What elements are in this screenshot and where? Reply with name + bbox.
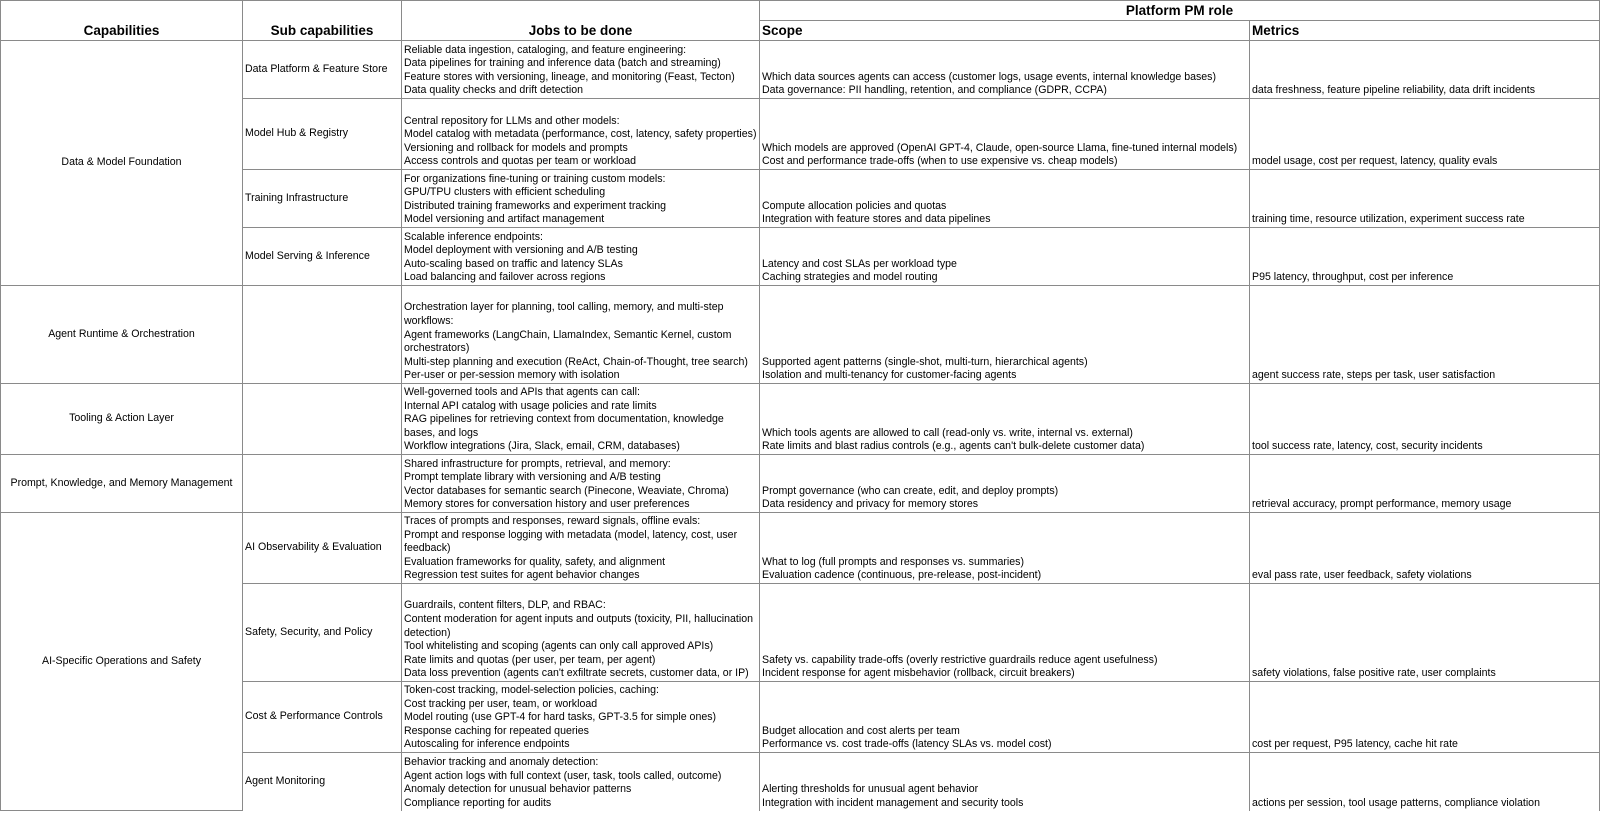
table-row — [1, 384, 1600, 455]
header-capabilities: Capabilities — [1, 1, 243, 41]
scope-cell: Supported agent patterns (single-shot, multi-turn, hierarchical agents) Isolation and multi-tenancy for customer-facing agents — [760, 286, 1250, 384]
metrics-cell: tool success rate, latency, cost, security incidents — [1250, 384, 1600, 455]
scope-cell: Compute allocation policies and quotas Integration with feature stores and data pipelines — [760, 170, 1250, 228]
capability-cell: Data & Model Foundation — [1, 41, 243, 286]
jobs-cell: Scalable inference endpoints: Model deployment with versioning and A/B testing Auto-scaling based on traffic and latency SLAs Load balancing and failover across regions — [402, 228, 760, 286]
jobs-cell: Shared infrastructure for prompts, retrieval, and memory: Prompt template library with versioning and A/B testing Vector databases for semantic search (Pinecone, Weaviate, Chroma) Memory stores for conversation history and user preferences — [402, 455, 760, 513]
jobs-cell: Orchestration layer for planning, tool calling, memory, and multi-step workflows: Agent frameworks (LangChain, LlamaIndex, Semantic Kernel, custom orchestrators) Multi-step planning and execution (ReAct, Chain-of-Thought, tree search) Per-user or per-session memory with isolation — [402, 286, 760, 384]
scope-cell: Prompt governance (who can create, edit, and deploy prompts) Data residency and privacy for memory stores — [760, 455, 1250, 513]
sub-capability-cell: Agent Monitoring — [243, 753, 402, 811]
jobs-cell: Token-cost tracking, model-selection policies, caching: Cost tracking per user, team, or workload Model routing (use GPT-4 for hard tasks, GPT-3.5 for simple ones) Response caching for repeated queries Autoscaling for inference endpoints — [402, 682, 760, 753]
sub-capability-cell: Data Platform & Feature Store — [243, 41, 402, 99]
scope-cell: Budget allocation and cost alerts per team Performance vs. cost trade-offs (latency SLAs vs. model cost) — [760, 682, 1250, 753]
sub-capability-cell: Cost & Performance Controls — [243, 682, 402, 753]
table-row — [1, 41, 1600, 99]
sub-capability-cell — [243, 384, 402, 455]
metrics-cell: actions per session, tool usage patterns, compliance violation — [1250, 753, 1600, 811]
jobs-cell: Traces of prompts and responses, reward signals, offline evals: Prompt and response logging with metadata (model, latency, cost, user feedback) Evaluation frameworks for quality, safety, and alignment Regression test suites for agent behavior changes — [402, 513, 760, 584]
table-row — [1, 513, 1600, 584]
scope-cell: Safety vs. capability trade-offs (overly restrictive guardrails reduce agent usefulness) Incident response for agent misbehavior (rollback, circuit breakers) — [760, 584, 1250, 682]
metrics-cell: cost per request, P95 latency, cache hit rate — [1250, 682, 1600, 753]
capability-cell: Prompt, Knowledge, and Memory Management — [1, 455, 243, 513]
scope-cell: What to log (full prompts and responses vs. summaries) Evaluation cadence (continuous, pre-release, post-incident) — [760, 513, 1250, 584]
scope-cell: Which models are approved (OpenAI GPT-4, Claude, open-source Llama, fine-tuned internal models) Cost and performance trade-offs (when to use expensive vs. cheap models) — [760, 99, 1250, 170]
metrics-cell: training time, resource utilization, experiment success rate — [1250, 170, 1600, 228]
metrics-cell: model usage, cost per request, latency, quality evals — [1250, 99, 1600, 170]
jobs-cell: For organizations fine-tuning or training custom models: GPU/TPU clusters with efficient scheduling Distributed training frameworks and experiment tracking Model versioning and artifact management — [402, 170, 760, 228]
header-scope: Scope — [760, 21, 1250, 41]
jobs-cell: Central repository for LLMs and other models: Model catalog with metadata (performance, cost, latency, safety properties) Versioning and rollback for models and prompts Access controls and quotas per team or workload — [402, 99, 760, 170]
sub-capability-cell: Training Infrastructure — [243, 170, 402, 228]
sub-capability-cell — [243, 455, 402, 513]
scope-cell: Which tools agents are allowed to call (read-only vs. write, internal vs. external) Rate limits and blast radius controls (e.g., agents can't bulk-delete customer data) — [760, 384, 1250, 455]
scope-cell: Which data sources agents can access (customer logs, usage events, internal knowledge bases) Data governance: PII handling, retention, and compliance (GDPR, CCPA) — [760, 41, 1250, 99]
capability-cell: Agent Runtime & Orchestration — [1, 286, 243, 384]
sub-capability-cell: Safety, Security, and Policy — [243, 584, 402, 682]
metrics-cell: data freshness, feature pipeline reliability, data drift incidents — [1250, 41, 1600, 99]
table-row — [1, 286, 1600, 384]
metrics-cell: agent success rate, steps per task, user satisfaction — [1250, 286, 1600, 384]
scope-cell: Alerting thresholds for unusual agent behavior Integration with incident management and security tools — [760, 753, 1250, 811]
jobs-cell: Well-governed tools and APIs that agents can call: Internal API catalog with usage policies and rate limits RAG pipelines for retrieving context from documentation, knowledge bases, and logs Workflow integrations (Jira, Slack, email, CRM, databases) — [402, 384, 760, 455]
sub-capability-cell — [243, 286, 402, 384]
metrics-cell: P95 latency, throughput, cost per inference — [1250, 228, 1600, 286]
metrics-cell: retrieval accuracy, prompt performance, memory usage — [1250, 455, 1600, 513]
table-row — [1, 455, 1600, 513]
header-jobs-to-be-done: Jobs to be done — [402, 1, 760, 41]
sub-capability-cell: AI Observability & Evaluation — [243, 513, 402, 584]
jobs-cell: Behavior tracking and anomaly detection: Agent action logs with full context (user, task, tools called, outcome) Anomaly detection for unusual behavior patterns Compliance reporting for audits — [402, 753, 760, 811]
metrics-cell: eval pass rate, user feedback, safety violations — [1250, 513, 1600, 584]
header-sub-capabilities: Sub capabilities — [243, 1, 402, 41]
jobs-cell: Guardrails, content filters, DLP, and RBAC: Content moderation for agent inputs and outputs (toxicity, PII, hallucination detection) Tool whitelisting and scoping (agents can only call approved APIs) Rate limits and quotas (per user, per team, per agent) Data loss prevention (agents can't exfiltrate secrets, customer data, or IP) — [402, 584, 760, 682]
capability-cell: AI-Specific Operations and Safety — [1, 513, 243, 811]
sub-capability-cell: Model Serving & Inference — [243, 228, 402, 286]
scope-cell: Latency and cost SLAs per workload type Caching strategies and model routing — [760, 228, 1250, 286]
sub-capability-cell: Model Hub & Registry — [243, 99, 402, 170]
header-platform-pm-role: Platform PM role — [760, 1, 1600, 21]
jobs-cell: Reliable data ingestion, cataloging, and feature engineering: Data pipelines for training and inference data (batch and streaming) Feature stores with versioning, lineage, and monitoring (Feast, Tecton) Data quality checks and drift detection — [402, 41, 760, 99]
capability-cell: Tooling & Action Layer — [1, 384, 243, 455]
metrics-cell: safety violations, false positive rate, user complaints — [1250, 584, 1600, 682]
header-metrics: Metrics — [1250, 21, 1600, 41]
